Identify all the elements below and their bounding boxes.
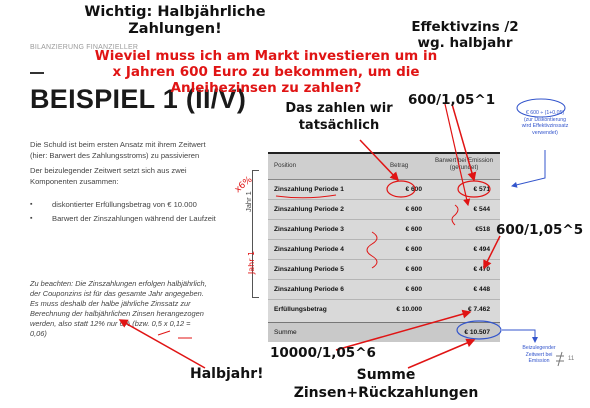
- annotation-jahr-margin: Jahr 1: [247, 250, 257, 275]
- cell-position: Zinszahlung Periode 6: [274, 286, 344, 293]
- annotation-wichtig-line-1: Wichtig: Halbjährliche: [84, 4, 266, 20]
- note-line: Zu beachten: Die Zinszahlungen erfolgen halbjährlich,: [30, 279, 207, 288]
- table-row: [268, 260, 500, 280]
- list-item: ▪ diskontierter Erfüllungsbetrag von € 10.000: [30, 198, 216, 212]
- title-divider: [30, 72, 44, 74]
- discount-arrow: [512, 150, 545, 186]
- list-item: ▪ Barwert der Zinszahlungen während der Laufzeit: [30, 212, 216, 226]
- table-sum-row: [268, 322, 500, 342]
- cell-betrag: € 600: [405, 206, 422, 213]
- table-row: [268, 280, 500, 300]
- component-list: [30, 198, 216, 226]
- fair-value-note-line: Beizulegender: [522, 345, 556, 351]
- cell-betrag: € 600: [405, 246, 422, 253]
- annotation-question-line-1: Wieviel muss ich am Markt investieren um in: [94, 48, 438, 64]
- annotation-wir-zahlen: [276, 100, 402, 134]
- discount-note-line: € 600 ÷ (1+0,05): [525, 110, 565, 116]
- header-barwert: [430, 157, 498, 171]
- year-bracket: [252, 170, 259, 298]
- annotation-effektivzins: [404, 19, 526, 51]
- fair-value-arrow: [502, 330, 535, 342]
- cell-barwert: € 494: [473, 246, 490, 253]
- note-line: werden, also statt 12% nur 6% (bzw. 0,5 x 0,12 =: [30, 319, 191, 328]
- paragraph-1-line-1: Die Schuld ist beim ersten Ansatz mit ihrem Zeitwert: [30, 140, 206, 149]
- discount-note: [508, 110, 582, 136]
- cell-barwert: € 571: [473, 186, 490, 193]
- slide-header: BILANZIERUNG FINANZIELLER: [30, 44, 139, 51]
- note-box: [30, 279, 245, 339]
- discount-note-line: wird Effektivzinssatz: [521, 123, 569, 129]
- annotation-wichtig: [80, 4, 270, 38]
- present-value-table: [268, 152, 500, 340]
- paragraph-2-line-1: Der beizulegender Zeitwert setzt sich aus zwei: [30, 166, 187, 175]
- cell-betrag: € 600: [405, 266, 422, 273]
- cell-position: Zinszahlung Periode 5: [274, 266, 344, 273]
- annotation-question: [86, 48, 446, 96]
- note-line: der Couponzins ist für das gesamte Jahr angegeben.: [30, 289, 204, 298]
- table-row: [268, 220, 500, 240]
- annotation-summe-line-2: Zinsen+Rückzahlungen: [293, 385, 479, 401]
- arrow-summe: [408, 340, 474, 368]
- sum-label: Summe: [274, 329, 297, 336]
- annotation-question-line-2: x Jahren 600 Euro zu bekommen, um die: [112, 64, 420, 80]
- cell-position: Zinszahlung Periode 1: [274, 186, 344, 193]
- cell-barwert: €518: [475, 226, 490, 233]
- cell-position: Zinszahlung Periode 2: [274, 206, 344, 213]
- fair-value-note-line: Zeitwert bei: [525, 351, 553, 358]
- cell-barwert: € 448: [473, 286, 490, 293]
- cell-betrag: € 600: [405, 226, 422, 233]
- annotation-question-line-3: Anleihezinsen zu zahlen?: [170, 80, 362, 96]
- fair-value-note-line: Emission: [528, 358, 550, 364]
- table-row: [268, 240, 500, 260]
- slide-title: BEISPIEL 1 (II/V): [30, 84, 247, 114]
- page-number: 11: [568, 356, 575, 362]
- cell-position: Erfüllungsbetrag: [274, 306, 327, 313]
- fair-value-note: [508, 345, 570, 365]
- table-row: [268, 180, 500, 200]
- annotation-x6: x6%: [233, 174, 255, 196]
- cell-barwert: € 470: [473, 266, 490, 273]
- paragraph-2-line-2: Komponenten zusammen:: [30, 177, 119, 186]
- cell-position: Zinszahlung Periode 4: [274, 246, 344, 253]
- annotation-formula-6: 10000/1,05^6: [270, 345, 376, 361]
- table-row: [268, 300, 500, 320]
- year-label: Jahr 1: [244, 191, 253, 212]
- header-barwert-line-2: (gerundet): [449, 164, 479, 171]
- cell-betrag: € 10.000: [396, 306, 422, 313]
- discount-note-line: (zur Diskontierung: [523, 116, 567, 123]
- annotation-halbjahr: Halbjahr!: [190, 366, 264, 382]
- paragraph-1: [30, 139, 206, 161]
- cell-barwert: € 7.462: [468, 306, 490, 313]
- annotation-formula-1: 600/1,05^1: [408, 92, 496, 108]
- annotation-summe-line-1: Summe: [356, 367, 416, 383]
- annotation-wir-zahlen-line-2: tatsächlich: [298, 118, 380, 133]
- paragraph-1-line-2: (hier: Barwert des Zahlungsstroms) zu passivieren: [30, 151, 200, 160]
- header-barwert-line-1: Barwert bei Emission: [434, 157, 494, 164]
- paragraph-2: [30, 165, 187, 187]
- annotation-summe: [288, 366, 484, 402]
- table-row: [268, 200, 500, 220]
- discount-note-line: verwendet): [532, 129, 558, 136]
- header-position: Position: [274, 162, 297, 169]
- header-betrag: Betrag: [390, 162, 409, 169]
- cell-barwert: € 544: [473, 206, 490, 213]
- cell-betrag: € 600: [405, 286, 422, 293]
- annotation-wir-zahlen-line-1: Das zahlen wir: [285, 101, 393, 116]
- annotation-effektivzins-line-1: Effektivzins /2: [411, 19, 519, 35]
- note-line: 0,06): [30, 329, 47, 338]
- annotation-formula-5: 600/1,05^5: [496, 222, 584, 238]
- cell-betrag: € 600: [405, 186, 422, 193]
- annotation-effektivzins-line-2: wg. halbjahr: [417, 35, 513, 51]
- sum-value: € 10.507: [464, 329, 490, 336]
- note-line: Berechnung der halbjährlichen Zinsen herangezogen: [30, 309, 204, 318]
- cell-position: Zinszahlung Periode 3: [274, 226, 344, 233]
- table-header: [268, 154, 500, 180]
- annotation-wichtig-line-2: Zahlungen!: [128, 21, 222, 37]
- note-line: Es muss deshalb der halbe jährliche Zinssatz zur: [30, 299, 191, 308]
